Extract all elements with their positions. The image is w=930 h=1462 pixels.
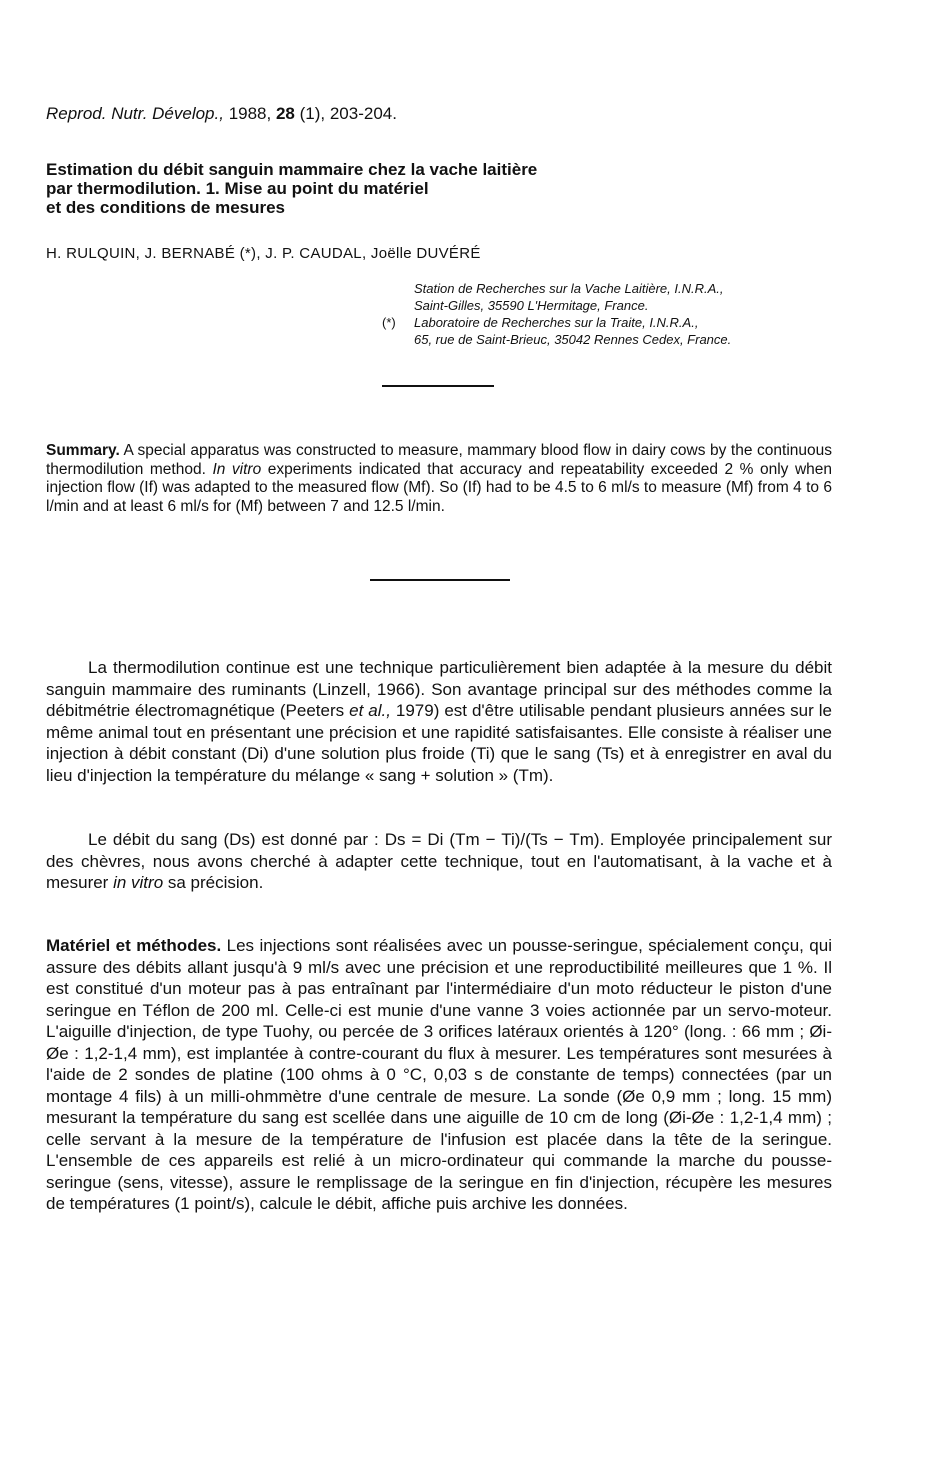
body-text: sa précision. xyxy=(163,873,264,892)
body-paragraph-2 xyxy=(46,829,832,894)
separator-rule xyxy=(370,579,510,581)
summary-paragraph xyxy=(46,442,832,516)
article-title-line: Estimation du débit sanguin mammaire chez la vache laitière xyxy=(46,160,538,179)
body-paragraph-1 xyxy=(46,657,832,786)
body-italic: et al., xyxy=(349,701,391,720)
separator-rule xyxy=(382,385,494,387)
summary-heading: Summary. xyxy=(46,442,120,459)
journal-citation xyxy=(46,104,397,124)
affiliation-line: Station de Recherches sur la Vache Laitière, I.N.R.A., xyxy=(414,281,724,296)
affiliation-marker: (*) xyxy=(382,315,396,330)
body-paragraph-methods xyxy=(46,935,832,1215)
affiliation-line: Saint-Gilles, 35590 L'Hermitage, France. xyxy=(414,298,649,313)
section-heading: Matériel et méthodes. xyxy=(46,936,222,955)
journal-year: 1988, xyxy=(228,104,272,123)
affiliations xyxy=(382,280,842,348)
body-text: Le débit du sang (Ds) est donné par : Ds = Di (Tm − Ti)/(Ts − Tm). Employée principalement sur des chèvres, nous avons cherché à adapter cette technique, tout en l'automatisant, à la vache et à mesurer xyxy=(46,830,832,892)
body-text: Les injections sont réalisées avec un pousse-seringue, spécialement conçu, qui assure des débits allant jusqu'à 9 ml/s avec une précision et une reproductibilité meilleures que 1 %. Il est constitué d'un moteur pas à pas entraînant par l'intermédiaire d'un moto réducteur le piston d'une seringue en Téflon de 200 ml. Celle-ci est munie d'une vanne 3 voies actionnée par un servo-moteur. L'aiguille d'injection, de type Tuohy, ou percée de 3 orifices latéraux orientés à 120° (long. : 66 mm ; Øi-Øe : 1,2-1,4 mm), est implantée à contre-courant du flux à mesurer. Les températures sont mesurées à l'aide de 2 sondes de platine (100 ohms à 0 °C, 0,03 s de constante de temps) connectées (par un montage 4 fils) à un milli-ohmmètre d'une centrale de mesure. La sonde (Øe 0,9 mm ; long. 15 mm) mesurant la température du sang est scellée dans une aiguille de 10 cm de long (Øi-Øe : 1,2-1,4 mm) ; celle servant à la mesure de la température de l'infusion est placée dans la tête de la seringue. L'ensemble de ces appareils est relié à un micro-ordinateur qui commande la marche du pousse-seringue (sens, vitesse), assure le remplissage de la seringue en fin d'injection, récupère les mesures de températures (1 point/s), calcule le débit, affiche puis archive les données. xyxy=(46,936,832,1213)
journal-name: Reprod. Nutr. Dévelop., xyxy=(46,104,224,123)
affiliation-line: 65, rue de Saint-Brieuc, 35042 Rennes Cedex, France. xyxy=(414,332,732,347)
article-title-line: et des conditions de mesures xyxy=(46,198,286,217)
article-title-line: par thermodilution. 1. Mise au point du matériel xyxy=(46,179,429,198)
summary-text: A special apparatus was constructed to measure, mammary blood flow in dairy cows by the continuous thermodilution method. xyxy=(46,442,832,478)
affiliation-text: Laboratoire de Recherches sur la Traite, I.N.R.A., xyxy=(414,315,699,330)
journal-issue-pages: (1), 203-204. xyxy=(299,104,397,123)
body-text: La thermodilution continue est une technique particulièrement bien adaptée à la mesure du débit sanguin mammaire des ruminants (Linzell, 1966). Son avantage principal sur des méthodes comme la débitmétrie électromagnétique (Peeters xyxy=(46,658,832,720)
body-text: 1979) est d'être utilisable pendant plusieurs années sur le même animal tout en présentant une précision et une rapidité satisfaisantes. Elle consiste à réaliser une injection à débit constant (Di) d'une solution plus froide (Ti) que le sang (Ts) et à enregistrer en aval du lieu d'injection la température du mélange « sang + solution » (Tm). xyxy=(46,701,832,785)
affiliation-line-2 xyxy=(382,314,842,331)
article-title xyxy=(46,160,806,217)
author-list: H. RULQUIN, J. BERNABÉ (*), J. P. CAUDAL, Joëlle DUVÉRÉ xyxy=(46,245,481,262)
body-italic: in vitro xyxy=(113,873,164,892)
summary-italic: In vitro xyxy=(212,460,262,478)
summary-text: experiments indicated that accuracy and repeatability exceeded 2 % only when injection flow (If) was adapted to the measured flow (Mf). So (If) had to be 4.5 to 6 ml/s to measure (Mf) from 4 to 6 l/min and at least 6 ml/s for (Mf) between 7 and 12.5 l/min. xyxy=(46,460,833,515)
journal-volume: 28 xyxy=(275,104,295,123)
